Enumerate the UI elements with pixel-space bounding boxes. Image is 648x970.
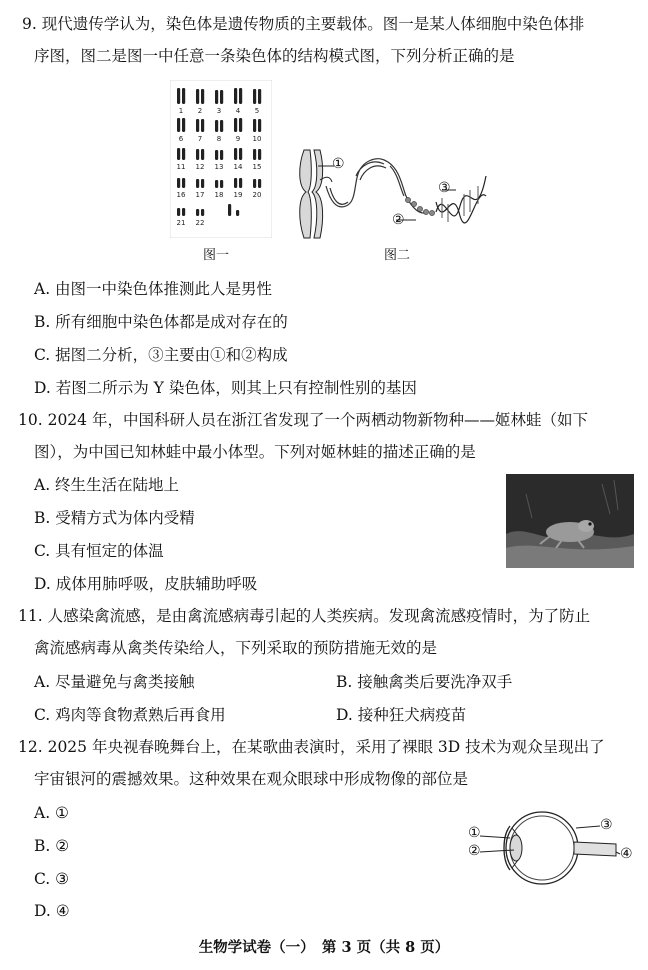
q10-stem-line-2: 图），为中国已知林蛙中最小体型。下列对姬林蛙的描述正确的是 [34, 443, 476, 461]
chromosome-3-1 [215, 90, 218, 104]
eye-label-4: ④ [620, 846, 633, 862]
chromosome-14-2 [239, 148, 242, 160]
chromosome-5-2 [258, 89, 261, 104]
chromosome-2-2 [201, 89, 204, 104]
q12-option-d[interactable]: D. ④ [34, 902, 70, 920]
chromosome-6-2 [182, 118, 185, 132]
q9-option-b[interactable]: B. 所有细胞中染色体都是成对存在的 [34, 313, 288, 331]
karyotype-number-15: 15 [252, 163, 262, 171]
q11-stem-line-2: 禽流感病毒从禽类传染给人，下列采取的预防措施无效的是 [34, 639, 438, 657]
figure-2-label-3: ③ [438, 180, 451, 196]
karyotype-number-14: 14 [233, 163, 243, 171]
chromosome-7-2 [201, 119, 204, 132]
karyotype-number-21: 21 [176, 219, 186, 227]
karyotype-number-13: 13 [214, 163, 224, 171]
chromosome-19-2 [239, 178, 242, 188]
chromosome-14-1 [234, 148, 237, 160]
chromosome-10-1 [253, 119, 256, 132]
q11-option-a[interactable]: A. 尽量避免与禽类接触 [34, 673, 195, 691]
frog-image [506, 474, 634, 568]
karyotype-number-18: 18 [214, 191, 224, 199]
chromosome-9-1 [234, 118, 237, 132]
figure-2-label-1: ① [332, 156, 345, 172]
chromosome-11-1 [177, 148, 180, 160]
chromosome-13-2 [220, 150, 223, 160]
page-footer: 生物学试卷（一） 第 3 页（共 8 页） [198, 939, 450, 956]
chromosome-9-2 [239, 118, 242, 132]
eyeball-structure [466, 806, 642, 890]
eye-diagram [466, 806, 642, 890]
chromosome-22-2 [201, 209, 204, 216]
sex-chromosome-1 [228, 204, 231, 216]
eye-label-2: ② [468, 843, 481, 859]
q9-option-c[interactable]: C. 据图二分析，③主要由①和②构成 [34, 346, 288, 364]
chromosome-12-2 [201, 149, 204, 160]
chromosome-21-2 [182, 208, 185, 216]
chromosome-20-1 [253, 179, 256, 188]
q9-stem-line-1: 9. 现代遗传学认为，染色体是遗传物质的主要载体。图一是某人体细胞中染色体排 [22, 15, 585, 33]
chromosome-16-2 [182, 178, 185, 188]
karyotype-number-7: 7 [197, 135, 203, 143]
chromosome-1-1 [177, 88, 180, 104]
q11-option-b[interactable]: B. 接触禽类后要洗净双手 [336, 673, 513, 691]
q12-option-b[interactable]: B. ② [34, 837, 70, 855]
chromosome-15-1 [253, 149, 256, 160]
karyotype-number-12: 12 [195, 163, 205, 171]
chromosome-17-2 [201, 179, 204, 188]
chromosome-8-1 [215, 120, 218, 132]
chromosome-11-2 [182, 148, 185, 160]
karyotype-number-2: 2 [197, 107, 203, 115]
chromosome-15-2 [258, 149, 261, 160]
chromosome-16-1 [177, 178, 180, 188]
figure-2-label-2: ② [392, 212, 405, 228]
q12-stem-line-2: 宇宙银河的震撼效果。这种效果在观众眼球中形成物像的部位是 [34, 770, 469, 788]
karyotype-number-22: 22 [195, 219, 205, 227]
karyotype-number-6: 6 [178, 135, 184, 143]
chromosome-3-2 [220, 90, 223, 104]
q11-option-d[interactable]: D. 接种狂犬病疫苗 [336, 706, 467, 724]
chromosome-8-2 [220, 120, 223, 132]
chromosome-10-2 [258, 119, 261, 132]
chromosome-13-1 [215, 150, 218, 160]
chromosome-4-1 [234, 88, 237, 104]
q10-option-b[interactable]: B. 受精方式为体内受精 [34, 509, 195, 527]
sex-chromosome-2 [236, 210, 239, 216]
chromosome-4-2 [239, 88, 242, 104]
chromosome-20-2 [258, 179, 261, 188]
q12-stem-line-1: 12. 2025 年央视春晚舞台上，在某歌曲表演时，采用了裸眼 3D 技术为观众呈现出了 [18, 738, 605, 756]
chromosome-2-1 [196, 89, 199, 104]
chromosome-17-1 [196, 179, 199, 188]
chromosome-5-1 [253, 89, 256, 104]
karyotype-number-11: 11 [176, 163, 186, 171]
figure-1-caption: 图一 [203, 248, 230, 263]
karyotype-number-20: 20 [252, 191, 262, 199]
chromosome-12-1 [196, 149, 199, 160]
karyotype-number-4: 4 [235, 107, 241, 115]
karyotype-image [170, 80, 272, 238]
chromosome-7-1 [196, 119, 199, 132]
q10-option-a[interactable]: A. 终生生活在陆地上 [34, 476, 180, 494]
chromosome-6-1 [177, 118, 180, 132]
q11-stem-line-1: 11. 人感染禽流感，是由禽流感病毒引起的人类疾病。发现禽流感疫情时，为了防止 [18, 607, 591, 625]
q11-option-c[interactable]: C. 鸡肉等食物煮熟后再食用 [34, 706, 226, 724]
chromosome-18-1 [215, 180, 218, 188]
chromosome-22-1 [196, 209, 199, 216]
karyotype-number-17: 17 [195, 191, 205, 199]
karyotype-number-8: 8 [216, 135, 222, 143]
karyotype-number-19: 19 [233, 191, 243, 199]
q12-option-a[interactable]: A. ① [34, 804, 69, 822]
q9-stem-line-2: 序图，图二是图一中任意一条染色体的结构模式图，下列分析正确的是 [34, 47, 515, 65]
chromosome-18-2 [220, 180, 223, 188]
q9-option-a[interactable]: A. 由图一中染色体推测此人是男性 [34, 280, 273, 298]
eye-label-1: ① [468, 825, 481, 841]
q10-stem-line-1: 10. 2024 年，中国科研人员在浙江省发现了一个两栖动物新物种——姬林蛙（如下 [18, 411, 588, 429]
eye-label-3: ③ [600, 817, 613, 833]
q12-option-c[interactable]: C. ③ [34, 870, 70, 888]
chromosome-19-1 [234, 178, 237, 188]
karyotype-number-16: 16 [176, 191, 186, 199]
q10-option-d[interactable]: D. 成体用肺呼吸，皮肤辅助呼吸 [34, 575, 258, 593]
karyotype-number-1: 1 [178, 107, 184, 115]
karyotype-number-10: 10 [252, 135, 262, 143]
karyotype-number-9: 9 [235, 135, 241, 143]
chromosome-21-1 [177, 208, 180, 216]
karyotype-number-3: 3 [216, 107, 222, 115]
frog-photo [506, 474, 634, 568]
chromosome-1-2 [182, 88, 185, 104]
karyotype-figure [170, 80, 272, 238]
karyotype-number-5: 5 [254, 107, 260, 115]
q9-option-d[interactable]: D. 若图二所示为 Y 染色体，则其上只有控制性别的基因 [34, 379, 417, 397]
figure-2-caption: 图二 [384, 248, 411, 263]
q10-option-c[interactable]: C. 具有恒定的体温 [34, 542, 164, 560]
